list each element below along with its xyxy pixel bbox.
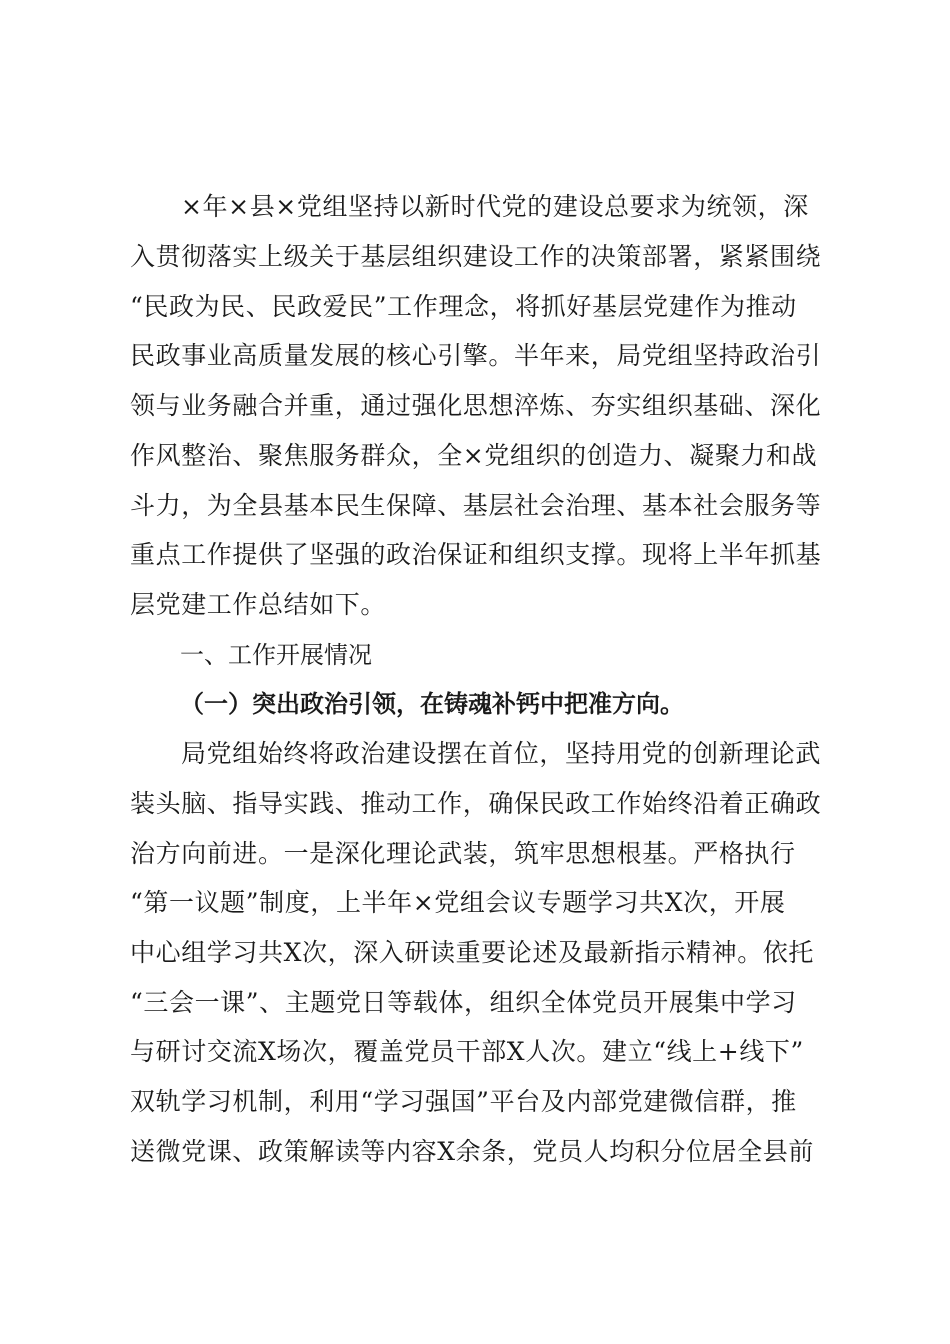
- subsection-heading: （一）突出政治引领，在铸魂补钙中把准方向。: [180, 689, 684, 718]
- paragraph-line: “民政为民、民政爱民”工作理念，将抓好基层党建作为推动: [130, 292, 797, 321]
- paragraph-line: 入贯彻落实上级关于基层组织建设工作的决策部署，紧紧围绕: [130, 242, 822, 271]
- paragraph-line: 领与业务融合并重，通过强化思想淬炼、夯实组织基础、深化: [130, 391, 822, 420]
- section-heading: 一、工作开展情况: [180, 641, 372, 669]
- paragraph-line: “第一议题”制度，上半年×党组会议专题学习共X次，开展: [130, 888, 786, 917]
- paragraph-line: ×年×县×党组坚持以新时代党的建设总要求为统领，深: [181, 192, 809, 221]
- paragraph-line: 与研讨交流X场次，覆盖党员干部X人次。建立“线上+线下”: [130, 1037, 804, 1066]
- paragraph-line: “三会一课”、主题党日等载体，组织全体党员开展集中学习: [130, 988, 797, 1017]
- paragraph-line: 送微党课、政策解读等内容X余条，党员人均积分位居全县前: [130, 1137, 814, 1166]
- paragraph-line: 层党建工作总结如下。: [130, 590, 387, 619]
- paragraph-line: 治方向前进。一是深化理论武装，筑牢思想根基。严格执行: [130, 839, 796, 868]
- paragraph-line: 重点工作提供了坚强的政治保证和组织支撑。现将上半年抓基: [130, 540, 822, 569]
- paragraph-line: 民政事业高质量发展的核心引擎。半年来，局党组坚持政治引: [130, 341, 822, 370]
- paragraph-line: 装头脑、指导实践、推动工作，确保民政工作始终沿着正确政: [130, 789, 822, 818]
- paragraph-line: 斗力，为全县基本民生保障、基层社会治理、基本社会服务等: [130, 491, 822, 520]
- paragraph-line: 局党组始终将政治建设摆在首位，坚持用党的创新理论武: [181, 739, 822, 768]
- paragraph-line: 双轨学习机制，利用“学习强国”平台及内部党建微信群，推: [130, 1087, 797, 1116]
- paragraph-line: 作风整治、聚焦服务群众，全×党组织的创造力、凝聚力和战: [130, 441, 818, 470]
- paragraph-line: 中心组学习共X次，深入研读重要论述及最新指示精神。依托: [130, 938, 814, 967]
